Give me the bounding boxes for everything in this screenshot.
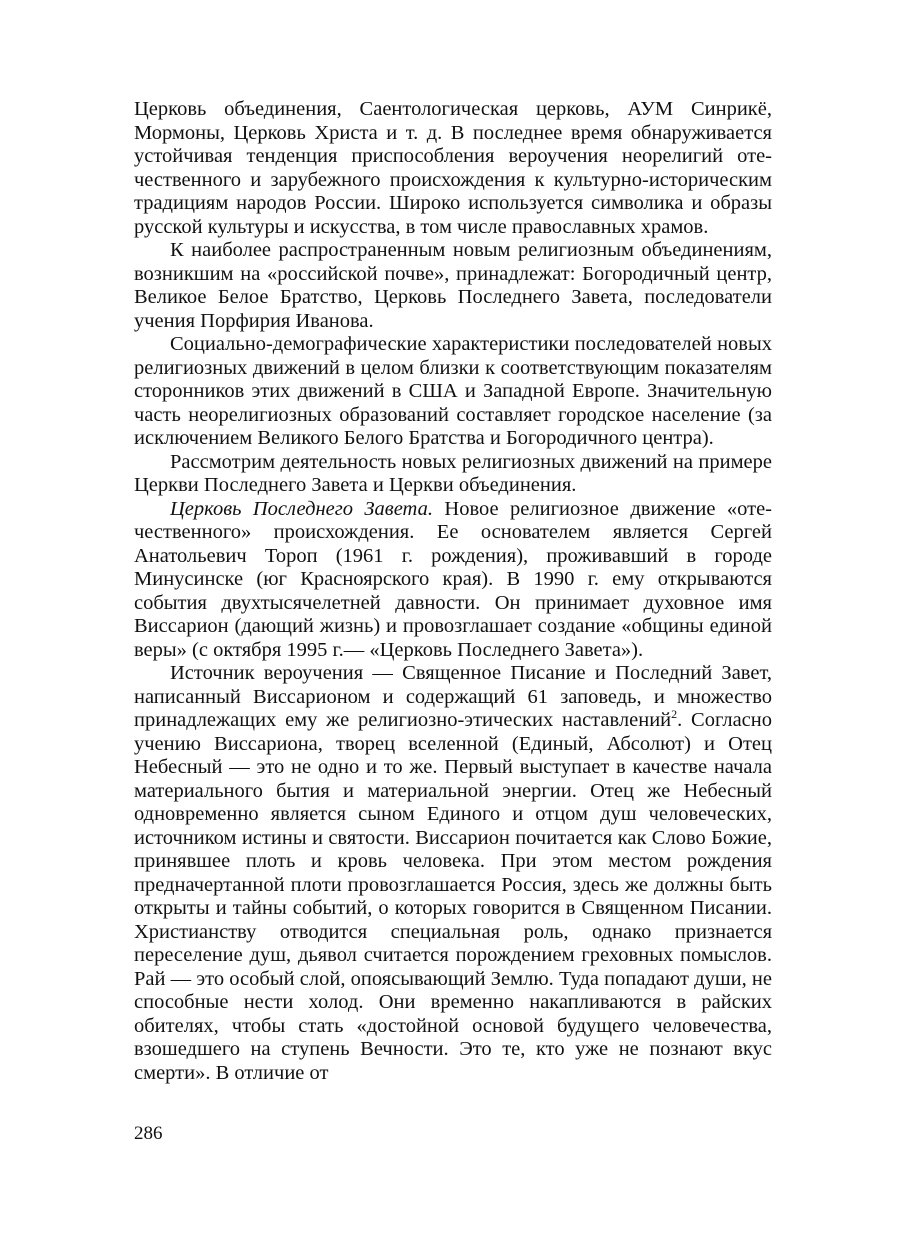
paragraph-5 [134, 498, 772, 663]
paragraph-3: Социально-демографические характеристики последователей новых религиозных движений в целом близки к соответствующим показателям сторонников этих движений в США и Западной Европе. Значительную часть неорелигиозных образований составляет городское население (за исключением Великого Белого Братства и Богородичного центра). [134, 333, 772, 449]
paragraph-6-body-cont: . Согласно учению Виссариона, творец вселенной (Единый, Абсолют) и Отец Небесный — это не одно и то же. Первый выступает в качестве начала материального бытия и материальной энергии. Отец же Небесный одновременно является сыном Единого и отцом душ человеческих, источником истины и святости. Виссарион почитается как Слово Божие, принявшее плоть и кровь человека. При этом местом рождения предначертанной плоти провозглашается Россия, здесь же должны быть открыты и тайны событий, о которых говорится в Священном Писании. Христианству отводится специальная роль, однако признается переселение душ, дьявол считается порождением греховных помыслов. Рай — это особый слой, опоясывающий Землю. Туда попадают души, не способные нести холод. Они временно накапливаются в райских обителях, чтобы стать «достойной основой будущего человечества, взошедшего на ступень Вечности. Это те, кто уже не познают вкус смерти». В отличие от [134, 709, 772, 1084]
paragraph-5-lead: Церковь Последнего Завета. [170, 497, 433, 520]
paragraph-6 [134, 662, 772, 1085]
footnote-marker[interactable]: 2 [671, 707, 678, 722]
paragraph-6-body: Источник вероучения — Священное Писание и Последний Завет, написанный Виссарионом и содержащий 61 заповедь, и множество принадлежащих ему же религиозно-этических наставлений [134, 662, 772, 731]
paragraph-5-body: Новое религиозное движение «отечественного» происхождения. Ее основателем является Сергей Анатольевич Тороп (1961 г. рождения), проживавший в городе Минусинске (юг Красноярского края). В 1990 г. ему открываются события двухтысячелетней давности. Он принимает духовное имя Виссарион (дающий жизнь) и провозглашает создание «общины единой веры» (с октября 1995 г.— «Церковь Последнего Завета»). [134, 497, 772, 661]
page-number: 286 [134, 1123, 163, 1144]
paragraph-2: К наиболее распространенным новым религиозным объединениям, возникшим на «российской почве», принадлежат: Богородичный центр, Великое Белое Братство, Церковь Последнего Завета, последователи учения Порфирия Иванова. [134, 239, 772, 332]
paragraph-4: Рассмотрим деятельность новых религиозных движений на примере Церкви Последнего Завета и Церкви объединения. [134, 450, 772, 496]
page-text-block [134, 98, 772, 1085]
paragraph-1: Церковь объединения, Саентологическая церковь, АУМ Синрикё, Мормоны, Церковь Христа и т. д. В последнее время обнаруживается устойчивая тенденция приспособления вероучения неорелигий отечественного и зарубежного происхождения к культурно-историческим традициям народов России. Широко используется символика и образы русской культуры и искусства, в том числе православных храмов. [134, 98, 772, 238]
